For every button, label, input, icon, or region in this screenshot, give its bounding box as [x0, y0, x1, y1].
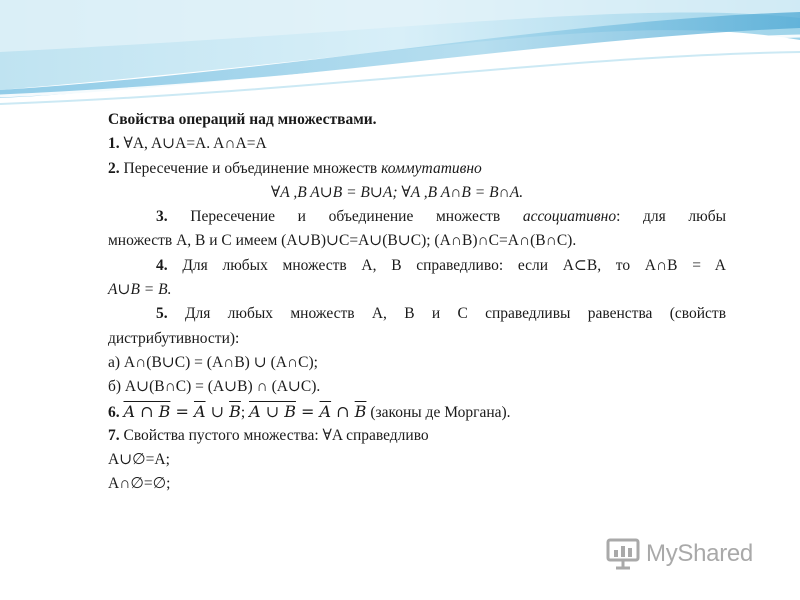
de-morgan-formula-2 [249, 402, 366, 421]
property-number: 6. [108, 403, 120, 421]
property-text: Для любых множеств A, B справедливо: если A⊂B, то A∩B = A [182, 256, 726, 274]
property-5-line-2: дистрибутивности): [108, 329, 240, 347]
property-text: Пересечение и объединение множеств [123, 159, 382, 177]
formula-overlined-term: $\overline{B}$ [354, 401, 367, 421]
property-2 [108, 157, 726, 181]
formula-operator: ∪ [205, 401, 230, 421]
property-text: Свойства пустого множества: ∀A справедливо [123, 426, 429, 444]
de-morgan-formula-1 [124, 402, 241, 421]
property-text: Для любых множеств A, B и C справедливы равенства (свойств [184, 305, 727, 323]
property-2-formula: ∀A ,B A∪B = B∪A; ∀A ,B A∩B = B∩A. [270, 183, 524, 201]
myshared-watermark [606, 536, 753, 572]
property-text-tail: : для любы [616, 208, 726, 226]
property-number: 4. [156, 256, 168, 274]
formula-operator: ∩ [331, 401, 355, 421]
property-3-line-2: множеств A, B и C имеем (A∪B)∪C=A∪(B∪C); (A∩B)∩C=A∩(B∩C). [108, 232, 577, 250]
property-5-item-a: а) A∩(B∪C) = (A∩B) ∪ (A∩C); [108, 353, 318, 371]
property-number: 7. [108, 426, 120, 444]
formula-overlined-term: $\overline{A}$ [319, 401, 332, 421]
property-5-item-b: б) A∪(B∩C) = (A∪B) ∩ (A∪C). [108, 378, 321, 396]
document-body [108, 108, 726, 497]
property-term: ассоциативно [522, 208, 617, 226]
presentation-board-icon [606, 538, 640, 570]
de-morgan-note: (законы де Моргана). [366, 403, 511, 421]
property-7 [108, 424, 726, 448]
formula-equals: = [295, 401, 320, 421]
property-4 [108, 254, 726, 278]
property-number: 3. [156, 208, 168, 226]
formula-separator: ; [240, 403, 250, 421]
formula-overlined-term: A ∪ B [249, 401, 296, 421]
property-number: 1. [108, 135, 120, 153]
property-term: коммутативно [381, 159, 482, 177]
formula-overlined-term: $\overline{A}$ [193, 401, 206, 421]
formula-equals: = [170, 401, 194, 421]
formula-overlined-term: $\overline{B}$ [229, 401, 241, 421]
property-4-line-2: A∪B = B. [108, 281, 172, 299]
property-number: 5. [156, 305, 168, 323]
watermark-brand: MyShared [646, 540, 753, 567]
property-5 [108, 302, 726, 326]
document-title: Свойства операций над множествами. [108, 111, 377, 128]
property-text: ∀A, A∪A=A. A∩A=A [123, 135, 267, 153]
property-number: 2. [108, 159, 120, 177]
property-text: Пересечение и объединение множеств [190, 208, 523, 226]
property-7-line-2: A∪∅=A; [108, 451, 170, 469]
property-3 [108, 205, 726, 229]
property-1 [108, 132, 726, 156]
property-6 [108, 400, 726, 424]
decorative-banner [0, 0, 800, 110]
property-7-line-3: A∩∅=∅; [108, 475, 171, 493]
formula-overlined-term: A ∩ B [123, 401, 171, 421]
